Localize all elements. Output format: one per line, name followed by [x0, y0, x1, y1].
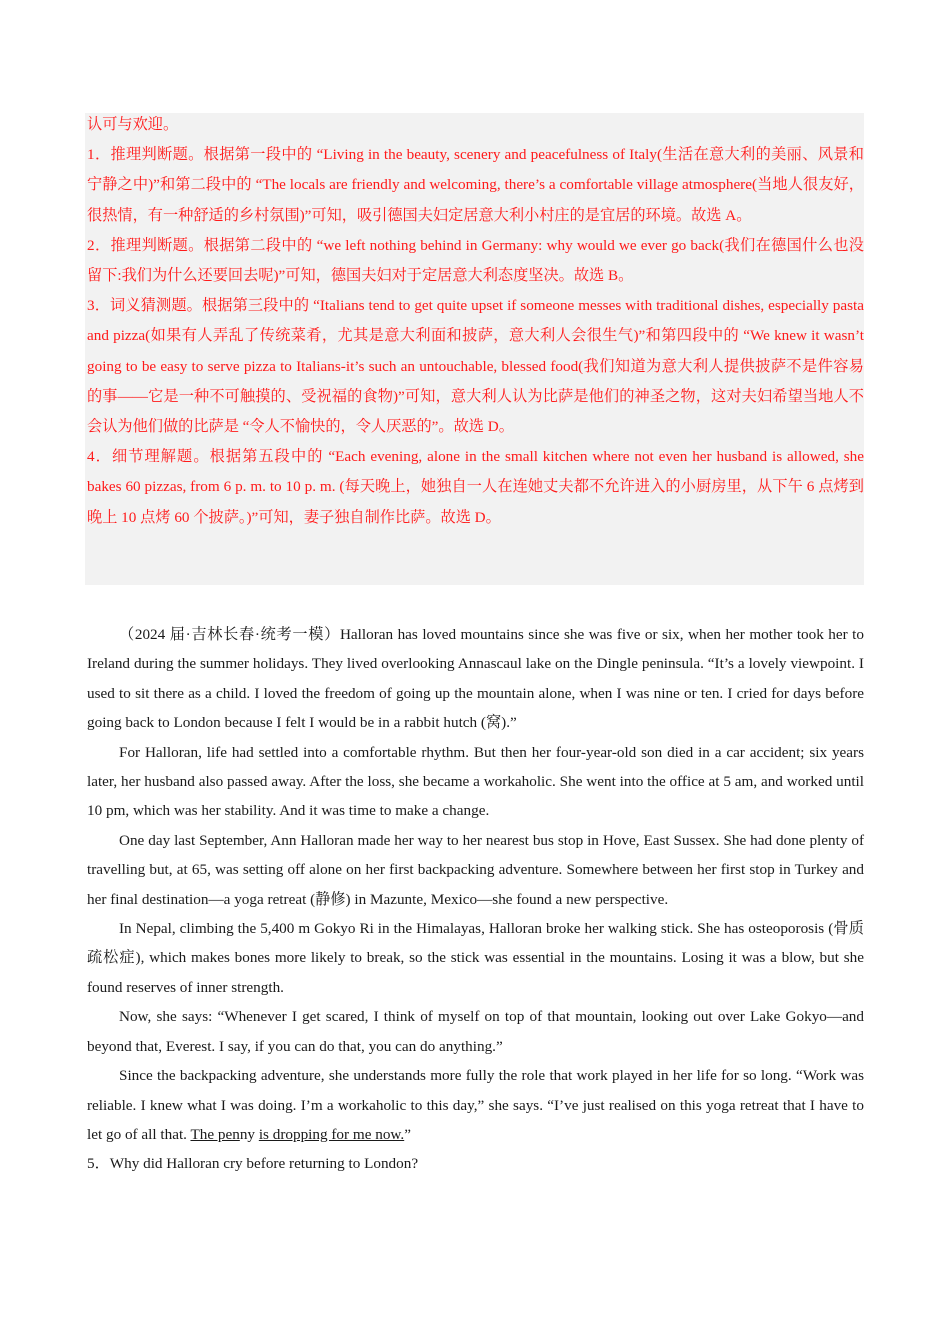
paragraph-6-mid: ny	[239, 1125, 259, 1143]
paragraph-6-end: ”	[404, 1125, 411, 1143]
passage-paragraph-3: One day last September, Ann Halloran made her way to her nearest bus stop in Hove, East Sussex. She had done plenty of travelling but, at 65, was setting off alone on her first backpacking adventure. Somewhere between her first stop in Turkey and her final destination—a yoga retreat (静修) in Mazunte, Mexico—she found a new perspective.	[87, 831, 864, 908]
passage-paragraph-4: In Nepal, climbing the 5,400 m Gokyo Ri in the Himalayas, Halloran broke her walking stick. She has osteoporosis (骨质疏松症), which makes bones more likely to break, so the stick was essential in the mountains. Losing it was a blow, but she found reserves of inner strength.	[87, 920, 864, 996]
reading-passage	[87, 620, 864, 1179]
underlined-phrase-1: The pen	[190, 1125, 240, 1143]
answer-item-4: 4．细节理解题。根据第五段中的 “Each evening, alone in the small kitchen where not even her husband is allowed, she bakes 60 pizzas, from 6 p. m. to 10 p. m. (每天晚上，她独自一人在连她丈夫都不允许进入的小厨房里，从下午 6 点烤到晚上 10 点烤 60 个披萨。)”可知，妻子独自制作比萨。故选 D。	[87, 448, 864, 526]
paragraph-6-text: Since the backpacking adventure, she understands more fully the role that work played in her life for so long. “Work was reliable. I knew what I was doing. I’m a workaholic to this day,” she says. “I’ve just realised on this yoga retreat that I have to let go of all that.	[87, 1067, 864, 1143]
passage-paragraph-5: Now, she says: “Whenever I get scared, I think of myself on top of that mountain, looking out over Lake Gokyo—and beyond that, Everest. I say, if you can do that, you can do anything.”	[87, 1008, 864, 1055]
passage-paragraph-1: （2024 届·吉林长春·统考一模）Halloran has loved mountains since she was five or six, when her mother took her to Ireland during the summer holidays. They lived overlooking Annascaul lake on the Dingle peninsula. “It’s a lovely viewpoint. I used to sit there as a child. I loved the freedom of going up the mountain alone, when I was nine or ten. I cried for days before going back to London because I felt I would be in a rabbit hutch (窝).”	[87, 626, 864, 732]
answer-item-2: 2．推理判断题。根据第二段中的 “we left nothing behind in Germany: why would we ever go back(我们在德国什么也没留下:我们为什么还要回去呢)”可知，德国夫妇对于定居意大利态度坚决。故选 B。	[87, 236, 864, 285]
answer-explanation	[87, 110, 864, 533]
answer-intro-line: 认可与欢迎。	[87, 116, 179, 133]
answer-item-3: 3．词义猜测题。根据第三段中的 “Italians tend to get quite upset if someone messes with traditional dishes, especially pasta and pizza(如果有人弄乱了传统菜肴，尤其是意大利面和披萨，意大利人会很生气)”和第四段中的 “We knew it wasn’t going to be easy to serve pizza to Italians-it’s such an untouchable, blessed food(我们知道为意大利人提供披萨不是件容易的事——它是一种不可触摸的、受祝福的食物)”可知，意大利人认为比萨是他们的神圣之物，这对夫妇希望当地人不会认为他们做的比萨是 “令人不愉快的，令人厌恶的”。故选 D。	[87, 297, 864, 436]
underlined-phrase-2: is dropping for me now.	[258, 1125, 405, 1143]
passage-paragraph-6	[87, 1061, 864, 1149]
passage-paragraph-2: For Halloran, life had settled into a comfortable rhythm. But then her four-year-old son died in a car accident; six years later, her husband also passed away. After the loss, she became a workaholic. She went into the office at 5 am, and worked until 10 pm, which was her stability. And it was time to make a change.	[87, 743, 864, 820]
answer-item-1: 1．推理判断题。根据第一段中的 “Living in the beauty, scenery and peacefulness of Italy(生活在意大利的美丽、风景和宁静之中)”和第二段中的 “The locals are friendly and welcoming, there’s a comfortable village atmosphere(当地人很友好，很热情，有一种舒适的乡村氛围)”可知，吸引德国夫妇定居意大利小村庄的是宜居的环境。故选 A。	[87, 146, 864, 224]
question-5: 5．Why did Halloran cry before returning to London?	[87, 1155, 419, 1173]
